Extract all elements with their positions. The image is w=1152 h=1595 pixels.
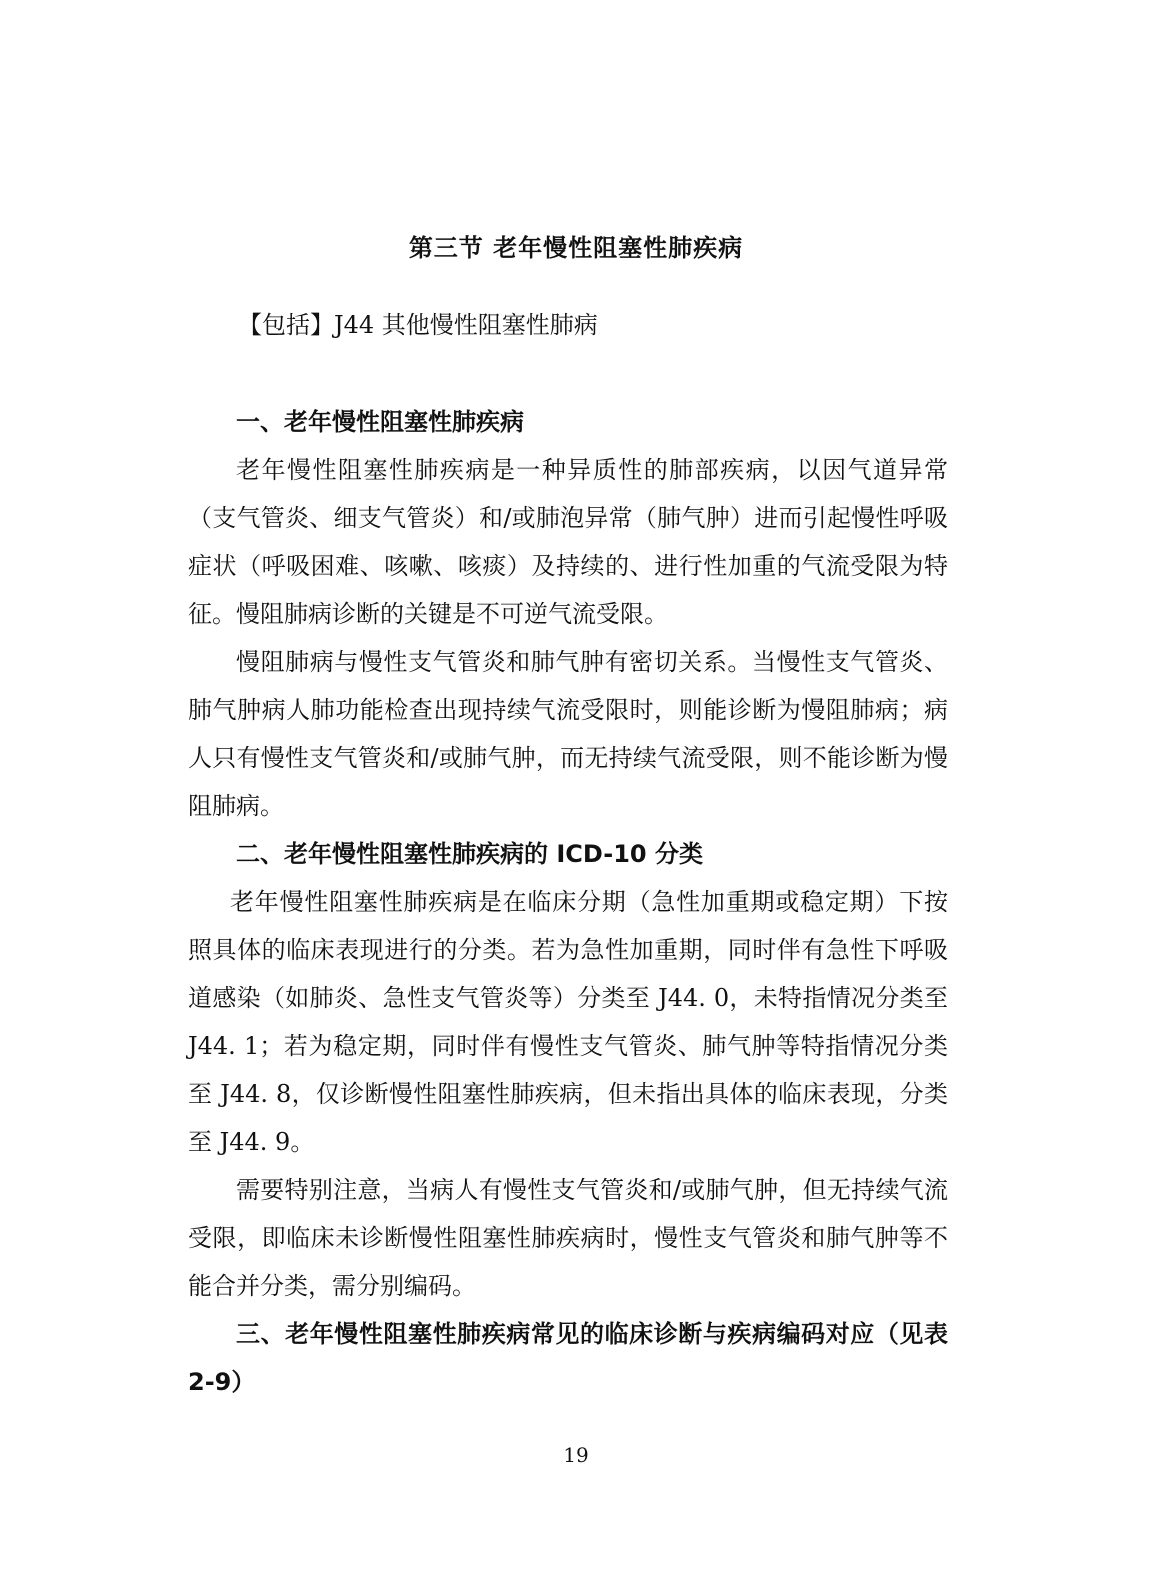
part3-block [188,1310,948,1406]
part2-paragraph-1: 老年慢性阻塞性肺疾病是在临床分期（急性加重期或稳定期）下按照具体的临床表现进行的分类。若为急性加重期，同时伴有急性下呼吸道感染（如肺炎、急性支气管炎等）分类至 J44. 0，未特指情况分类至 J44. 1；若为稳定期，同时伴有慢性支气管炎、肺气肿等特指情况分类至 J44. 8，仅诊断慢性阻塞性肺疾病，但未指出具体的临床表现，分类至 J44. 9。 [188,888,948,1156]
includes-line: 【包括】J44 其他慢性阻塞性肺病 [238,311,598,339]
part1-block [188,398,948,830]
part3-heading: 三、老年慢性阻塞性肺疾病常见的临床诊断与疾病编码对应（见表 2-9） [188,1320,948,1396]
part1-paragraph-2: 慢阻肺病与慢性支气管炎和肺气肿有密切关系。当慢性支气管炎、肺气肿病人肺功能检查出现持续气流受限时，则能诊断为慢阻肺病；病人只有慢性支气管炎和/或肺气肿，而无持续气流受限，则不能诊断为慢阻肺病。 [188,648,948,820]
part1-heading: 一、老年慢性阻塞性肺疾病 [236,408,524,436]
page-number: 19 [563,1443,589,1467]
section-title: 第三节 老年慢性阻塞性肺疾病 [408,234,744,262]
part2-block [188,830,948,1310]
part2-paragraph-2: 需要特别注意，当病人有慢性支气管炎和/或肺气肿，但无持续气流受限，即临床未诊断慢性阻塞性肺疾病时，慢性支气管炎和肺气肿等不能合并分类，需分别编码。 [188,1176,948,1300]
part1-paragraph-1: 老年慢性阻塞性肺疾病是一种异质性的肺部疾病，以因气道异常（支气管炎、细支气管炎）和/或肺泡异常（肺气肿）进而引起慢性呼吸症状（呼吸困难、咳嗽、咳痰）及持续的、进行性加重的气流受限为特征。慢阻肺病诊断的关键是不可逆气流受限。 [188,456,948,628]
part2-heading: 二、老年慢性阻塞性肺疾病的 ICD-10 分类 [236,840,703,868]
